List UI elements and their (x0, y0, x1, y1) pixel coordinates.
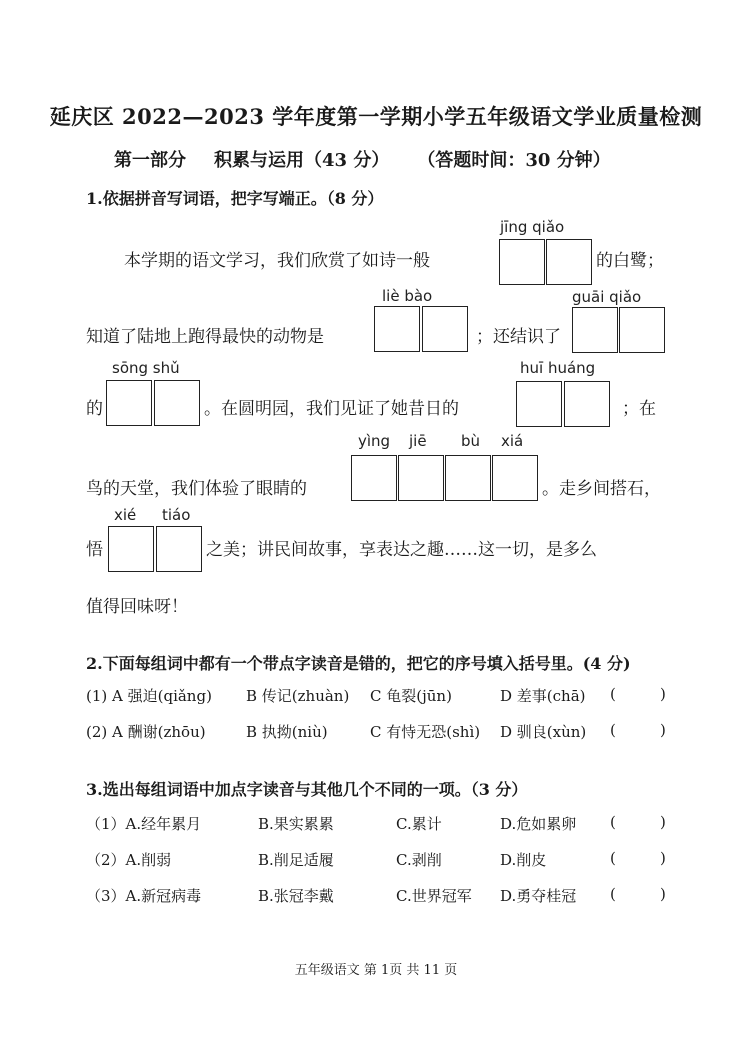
q2-row-1-b: B 传记(zhuàn) (246, 687, 350, 705)
pinyin-songshu: sōng shǔ (112, 359, 180, 377)
q3-row-1-b: B.果实累累 (258, 815, 334, 833)
q1-text-6: 。在圆明园，我们见证了她昔日的 (204, 399, 459, 419)
answer-box[interactable] (546, 239, 592, 285)
answer-box[interactable] (154, 380, 200, 426)
answer-paren-open[interactable]: ( (610, 685, 616, 703)
answer-box[interactable] (422, 306, 468, 352)
q1-text-3: 知道了陆地上跑得最快的动物是 (86, 327, 324, 347)
answer-paren-close: ) (660, 721, 666, 739)
time-label: （答题时间：30 分钟） (417, 150, 611, 171)
q1-text-12: 值得回味呀！ (86, 597, 188, 617)
pinyin-huihuang: huī huáng (520, 359, 596, 377)
answer-box[interactable] (351, 455, 397, 501)
page-footer: 五年级语文 第 1页 共 11 页 (294, 963, 458, 978)
exam-title: 延庆区 2022—2023 学年度第一学期小学五年级语文学业质量检测 (49, 104, 703, 129)
answer-box[interactable] (572, 307, 618, 353)
q2-row-1-d: D 差事(chā) (500, 687, 586, 705)
pinyin-jie: jiē (409, 432, 427, 450)
q3-heading: 3.选出每组词语中加点字读音与其他几个不同的一项。（3 分） (86, 780, 528, 799)
q1-text-4: ；还结识了 (476, 327, 561, 347)
q2-row-1-a: (1) A 强迫(qiǎng) (86, 687, 212, 705)
answer-box[interactable] (108, 526, 154, 572)
pinyin-liebao: liè bào (382, 287, 433, 305)
q3-row-3-a: （3）A.新冠病毒 (86, 887, 202, 905)
q1-text-2: 的白鹭； (596, 251, 664, 271)
q1-text-7: ；在 (622, 399, 656, 419)
q1-text-11: 之美；讲民间故事，享表达之趣……这一切，是多么 (206, 540, 597, 560)
answer-box[interactable] (374, 306, 420, 352)
answer-paren-close: ) (660, 849, 666, 867)
answer-box[interactable] (499, 239, 545, 285)
answer-paren-close: ) (660, 685, 666, 703)
q3-row-1-a: （1）A.经年累月 (86, 815, 202, 833)
answer-box[interactable] (398, 455, 444, 501)
q1-text-5: 的 (86, 399, 103, 419)
answer-box[interactable] (106, 380, 152, 426)
pinyin-guaiqiao: guāi qiǎo (572, 288, 642, 306)
q3-row-3-d: D.勇夺桂冠 (500, 887, 577, 905)
section-label: 积累与运用（43 分） (214, 150, 390, 171)
q1-text-1: 本学期的语文学习，我们欣赏了如诗一般 (124, 251, 430, 271)
answer-paren-close: ) (660, 813, 666, 831)
q2-row-2-a: (2) A 酬谢(zhōu) (86, 723, 206, 741)
q3-row-2-c: C.剥削 (396, 851, 442, 869)
q1-heading: 1.依据拼音写词语，把字写端正。（8 分） (86, 189, 384, 208)
pinyin-bu: bù (461, 432, 481, 450)
answer-box[interactable] (564, 381, 610, 427)
answer-paren-open[interactable]: ( (610, 849, 616, 867)
q1-text-10: 悟 (86, 540, 103, 560)
pinyin-xie: xié (114, 506, 137, 524)
pinyin-tiao: tiáo (162, 506, 191, 524)
pinyin-ying: yìng (358, 432, 391, 450)
answer-box[interactable] (445, 455, 491, 501)
section-header (114, 146, 611, 172)
q3-row-1-d: D.危如累卵 (500, 815, 577, 833)
pinyin-jingqiao: jīng qiǎo (500, 218, 565, 236)
q3-row-2-b: B.削足适履 (258, 851, 334, 869)
pinyin-xia: xiá (501, 432, 524, 450)
q2-row-2-c: C 有恃无恐(shì) (370, 723, 481, 741)
answer-box[interactable] (619, 307, 665, 353)
answer-box[interactable] (156, 526, 202, 572)
q3-row-2-d: D.削皮 (500, 851, 547, 869)
q2-row-1-c: C 龟裂(jūn) (370, 687, 452, 705)
q3-row-3-b: B.张冠李戴 (258, 887, 334, 905)
q3-row-2-a: （2）A.削弱 (86, 851, 172, 869)
part-label: 第一部分 (114, 150, 186, 171)
answer-paren-close: ) (660, 885, 666, 903)
answer-box[interactable] (492, 455, 538, 501)
answer-paren-open[interactable]: ( (610, 721, 616, 739)
q1-text-9: 。走乡间搭石， (542, 479, 661, 499)
q1-text-8: 鸟的天堂，我们体验了眼睛的 (86, 479, 307, 499)
q2-heading: 2.下面每组词中都有一个带点字读音是错的，把它的序号填入括号里。(4 分) (86, 654, 631, 673)
q3-row-3-c: C.世界冠军 (396, 887, 472, 905)
answer-paren-open[interactable]: ( (610, 813, 616, 831)
q2-row-2-b: B 执拗(niù) (246, 723, 328, 741)
q2-row-2-d: D 驯良(xùn) (500, 723, 587, 741)
answer-paren-open[interactable]: ( (610, 885, 616, 903)
answer-box[interactable] (516, 381, 562, 427)
q3-row-1-c: C.累计 (396, 815, 442, 833)
